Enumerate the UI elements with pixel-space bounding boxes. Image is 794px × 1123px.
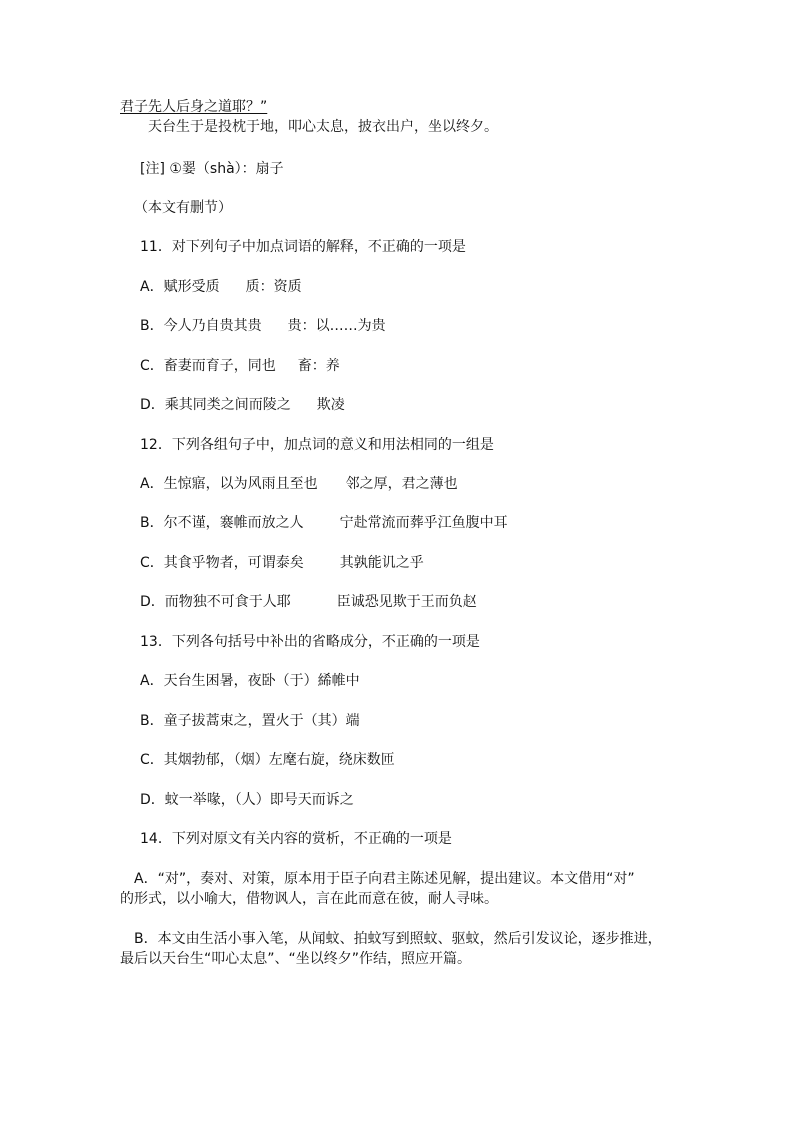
option-text: B．尔不谨，褰帷而放之人 — [140, 515, 304, 531]
annotation-note: [注] ①翣（shà）：扇子 — [140, 161, 284, 177]
question-12-option-b — [140, 514, 508, 532]
option-gloss: 贵：以……为贵 — [287, 318, 386, 334]
option-text: C．其食乎物者，可谓泰矣 — [140, 555, 304, 571]
question-11-option-c — [140, 357, 340, 375]
passage-line-1: 君子先人后身之道耶？” — [120, 99, 268, 115]
question-11-option-b — [140, 317, 386, 335]
question-12-option-d — [140, 593, 477, 611]
option-gloss: 畜：养 — [297, 358, 340, 374]
question-14-option-b-line-1: B．本文由生活小事入笔，从闻蚊、拍蚊写到照蚊、驱蚊，然后引发议论，逐步推进， — [134, 931, 662, 947]
option-gloss: 质：资质 — [245, 279, 302, 295]
option-text: D．乘其同类之间而陵之 — [140, 397, 291, 413]
option-text: B．今人乃自贵其贵 — [140, 318, 262, 334]
option-pair: 臣诚恐见欺于王而负赵 — [336, 594, 477, 610]
question-11-option-a — [140, 278, 302, 296]
option-text: D．而物独不可食于人耶 — [140, 594, 291, 610]
option-text: A．赋形受质 — [140, 279, 220, 295]
question-13-option-d: D．蚊一举喙，（人）即号天而诉之 — [140, 792, 354, 808]
question-14-option-a-line-1: A．“对”，奏对、对策，原本用于臣子向君主陈述见解，提出建议。本文借用“对” — [134, 871, 635, 887]
question-14-stem: 14．下列对原文有关内容的赏析，不正确的一项是 — [140, 831, 452, 847]
option-text: C．畜妻而育子，同也 — [140, 358, 276, 374]
question-12-option-a — [140, 475, 458, 493]
abridged-note: （本文有删节） — [134, 200, 232, 216]
question-12-option-c — [140, 554, 424, 572]
question-13-option-c: C．其烟勃郁，（烟）左麾右旋，绕床数匝 — [140, 752, 395, 768]
question-12-stem: 12．下列各组句子中，加点词的意义和用法相同的一组是 — [140, 437, 494, 453]
question-14-option-a-line-2: 的形式，以小喻大，借物讽人，言在此而意在彼，耐人寻味。 — [120, 891, 498, 907]
option-text: A．生惊寤，以为风雨且至也 — [140, 476, 318, 492]
question-13-option-a: A．天台生困暑，夜卧（于）絺帷中 — [140, 673, 360, 689]
question-11-option-d — [140, 396, 345, 414]
option-pair: 其孰能讥之乎 — [339, 555, 424, 571]
option-gloss: 欺凌 — [316, 397, 345, 413]
question-13-stem: 13．下列各句括号中补出的省略成分，不正确的一项是 — [140, 634, 480, 650]
option-pair: 邻之厚，君之薄也 — [345, 476, 458, 492]
question-13-option-b: B．童子拔蒿束之，置火于（其）端 — [140, 713, 360, 729]
question-14-option-b-line-2: 最后以天台生“叩心太息”、“坐以终夕”作结，照应开篇。 — [120, 951, 472, 967]
option-pair: 宁赴常流而葬乎江鱼腹中耳 — [339, 515, 508, 531]
passage-line-2: 天台生于是投枕于地，叩心太息，披衣出户，坐以终夕。 — [148, 119, 498, 135]
question-11-stem: 11．对下列句子中加点词语的解释，不正确的一项是 — [140, 239, 466, 255]
